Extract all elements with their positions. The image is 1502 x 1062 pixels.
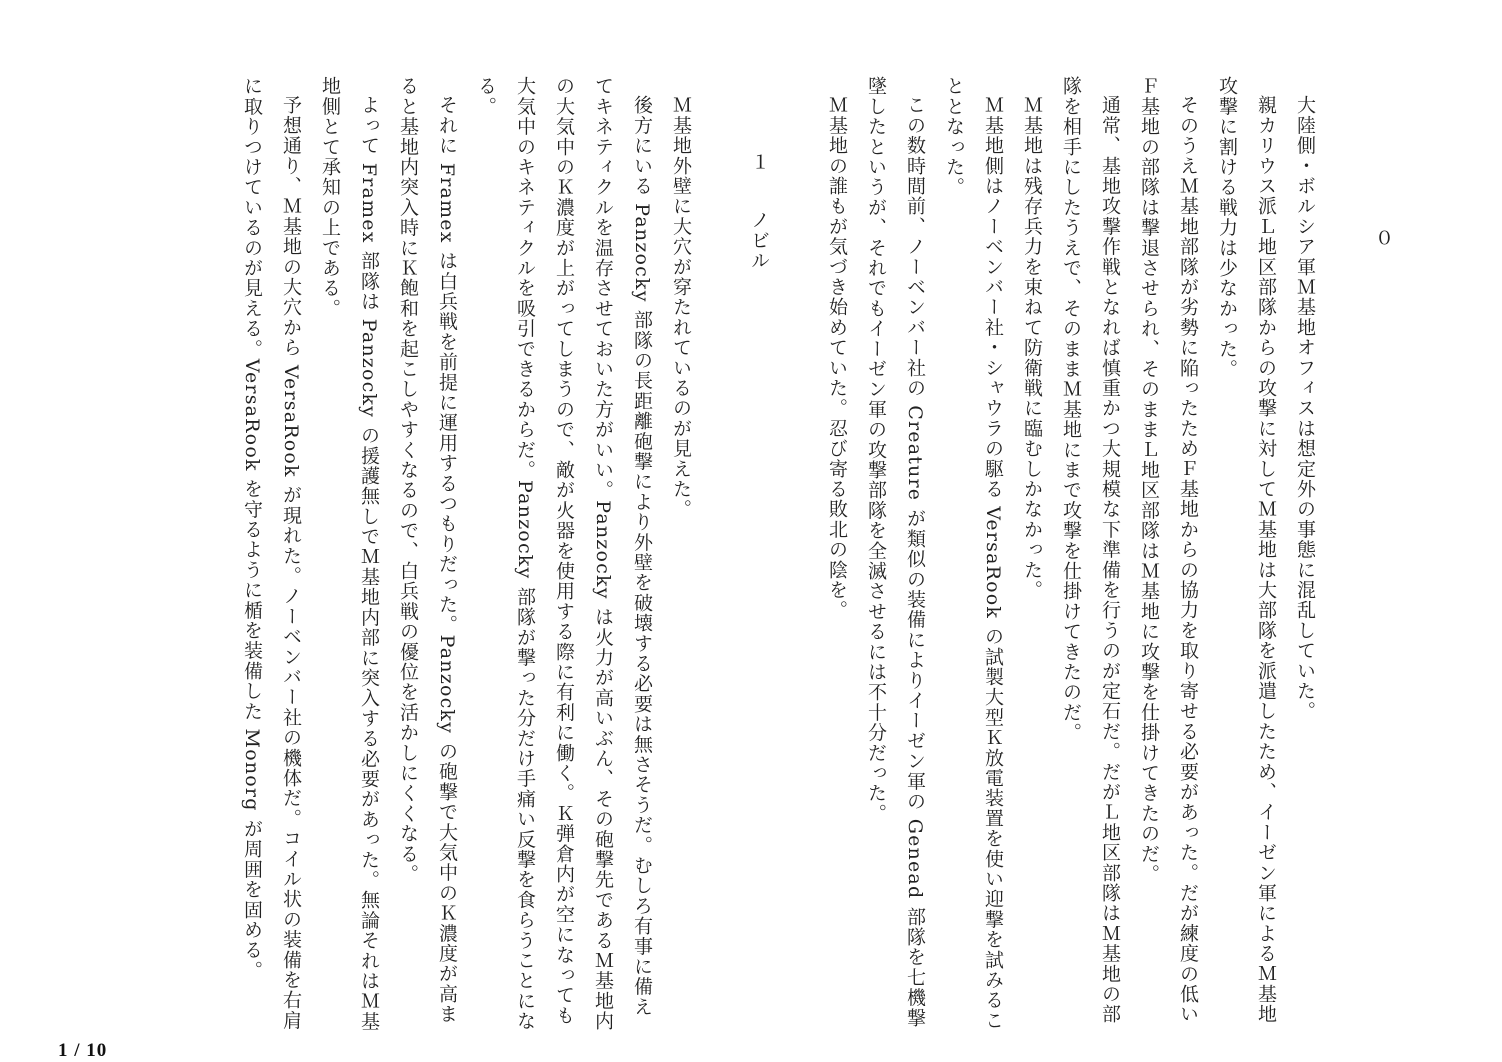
paragraph: Ｍ基地側はノーベンバー社・シャウラの駆る VersaRook の試製大型Ｋ放電装置を使い迎撃を試みることとなった。: [943, 76, 1004, 1031]
paragraph: それに Framex は白兵戦を前提に運用するつもりだった。Panzocky の砲撃で大気中のＫ濃度が高まると基地内突入時にＫ飽和を起こしやすくなるので、白兵戦の優位を活かしにくくなる。: [397, 76, 458, 1025]
paragraph: 予想通り、Ｍ基地の大穴から VersaRook が現れた。ノーベンバー社の機体だ。コイル状の装備を右肩に取りつけているのが見える。VersaRook を守るように楯を装備した Monorg が周囲を固める。: [241, 76, 302, 1031]
paragraph: 親カリウス派Ｌ地区部隊からの攻撃に対してＭ基地は大部隊を派遣したため、イーゼン軍によるＭ基地攻撃に割ける戦力は少なかった。: [1216, 76, 1277, 1025]
page-indicator: 1 / 10: [58, 1040, 108, 1061]
chapter-1-heading: [739, 76, 778, 1036]
vertical-text-body: [62, 76, 1402, 1036]
paragraph: よって Framex 部隊は Panzocky の援護無しでＭ基地内部に突入する必要があった。無論それはＭ基地側とて承知の上である。: [319, 76, 380, 1032]
paragraph: この数時間前、ノーベンバー社の Creature が類似の装備によりイーゼン軍の Genead 部隊を七機撃墜したというが、それでもイーゼン軍の攻撃部隊を全滅させるには不十分だった。: [865, 76, 926, 1028]
paragraph: Ｍ基地の誰もが気づき始めていた。忍び寄る敗北の陰を。: [826, 95, 848, 621]
paragraph: Ｍ基地外壁に大穴が穿たれているのが見えた。: [670, 95, 692, 520]
chapter-0-number: ０: [1372, 228, 1394, 249]
chapter-1-title: ノビル: [748, 210, 770, 271]
paragraph: そのうえＭ基地部隊が劣勢に陥ったためＦ基地からの協力を取り寄せる必要があった。だが練度の低いＦ基地の部隊は撃退させられ、そのままＬ地区部隊はＭ基地に攻撃を仕掛けてきたのだ。: [1138, 76, 1199, 1025]
chapter-0-heading: [1363, 76, 1402, 1036]
paragraph: 後方にいる Panzocky 部隊の長距離砲撃により外壁を破壊する必要は無さそうだ。むしろ有事に備えてキネティクルを温存させておいた方がいい。Panzocky は火力が高いぶん、その砲撃先であるＭ基地内の大気中のＫ濃度が上がってしまうので、敵が火器を使用する際に有利に働く。Ｋ弾倉内が空になっても大気中のキネティクルを吸引できるからだ。Panzocky 部隊が撃った分だけ手痛い反撃を食らうことになる。: [475, 76, 653, 1032]
paragraph: 大陸側・ボルシア軍Ｍ基地オフィスは想定外の事態に混乱していた。: [1294, 95, 1316, 722]
paragraph: Ｍ基地は残存兵力を束ねて防衛戦に臨むしかなかった。: [1021, 95, 1043, 600]
chapter-1-number: １: [748, 152, 770, 173]
paragraph: 通常、基地攻撃作戦となれば慎重かつ大規模な下準備を行うのが定石だ。だがＬ地区部隊はＭ基地の部隊を相手にしたうえで、そのままＭ基地にまで攻撃を仕掛けてきたのだ。: [1060, 76, 1121, 1025]
